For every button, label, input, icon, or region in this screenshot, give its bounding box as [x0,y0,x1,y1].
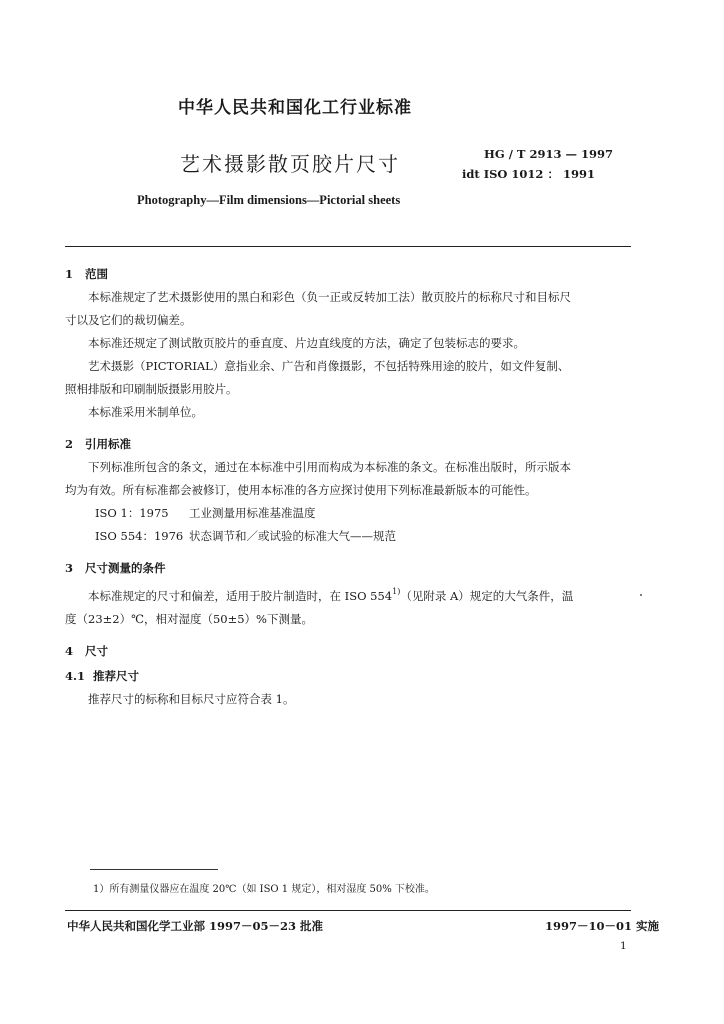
paragraph: 本标准规定的尺寸和偏差，适用于胶片制造时，在 ISO 554$^{1)}$（见附录 A）规定的大气条件，温 [88,587,574,603]
paragraph-continuation: 均为有效。所有标准都会被修订，使用本标准的各方应探讨使用下列标准最新版本的可能性。 [65,483,537,497]
subsection-heading-4-1: 4.1 推荐尺寸 [65,669,139,683]
footnote-marker: 1) [392,587,401,596]
standard-number-block [462,144,613,184]
reference-title: 工业测量用标准基准温度 [189,506,316,520]
paragraph: 下列标准所包含的条文，通过在本标准中引用而构成为本标准的条文。在标准出版时，所示版本 [88,460,571,474]
footnote: 1）所有测量仪器应在温度 20℃（如 ISO 1 规定），相对湿度 50% 下校准。 [93,884,435,895]
footnote-divider [90,869,218,870]
paragraph: 艺术摄影（PICTORIAL）意指业余、广告和肖像摄影，不包括特殊用途的胶片，如文件复制、 [88,359,570,373]
document-body [65,263,633,711]
standard-number: HG / T 2913 — 1997 [484,147,613,161]
document-title: 艺术摄影散页胶片尺寸 [180,152,400,176]
approval-line: 中华人民共和国化学工业部 1997－05－23 批准 [67,919,324,933]
reference-code: ISO 1：1975 [95,506,169,520]
english-title: Photography—Film dimensions—Pictorial sheets [137,193,401,207]
page-number: 1 [620,940,627,952]
paragraph: 推荐尺寸的标称和目标尺寸应符合表 1。 [88,692,295,706]
reference-item [65,502,633,525]
paragraph: 本标准还规定了测试散页胶片的垂直度、片边直线度的方法，确定了包装标志的要求。 [88,336,525,350]
section-heading-4: 4 尺寸 [65,644,108,658]
reference-code: ISO 554：1976 [95,529,184,543]
header-divider [65,246,631,247]
paragraph: 本标准采用米制单位。 [88,405,203,419]
effective-date: 1997－10－01 实施 [545,919,660,933]
section-heading-1: 1 范围 [65,267,108,281]
footer-divider [65,910,631,911]
reference-title: 状态调节和／或试验的标准大气——规范 [189,529,396,543]
paragraph-continuation: 照相排版和印刷制版摄影用胶片。 [65,382,238,396]
paragraph: 本标准规定了艺术摄影使用的黑白和彩色（负一正或反转加工法）散页胶片的标称尺寸和目标尺 [88,290,571,304]
paragraph-continuation: 寸以及它们的裁切偏差。 [65,313,192,327]
scan-speck [640,594,642,596]
section-heading-2: 2 引用标准 [65,437,131,451]
section-heading-3: 3 尺寸测量的条件 [65,561,166,575]
standard-category-title: 中华人民共和国化工行业标准 [178,98,412,118]
idt-number: idt ISO 1012 ： 1991 [462,167,595,181]
reference-item [65,525,633,548]
paragraph-continuation: 度（23±2）℃，相对湿度（50±5）%下测量。 [65,612,313,626]
